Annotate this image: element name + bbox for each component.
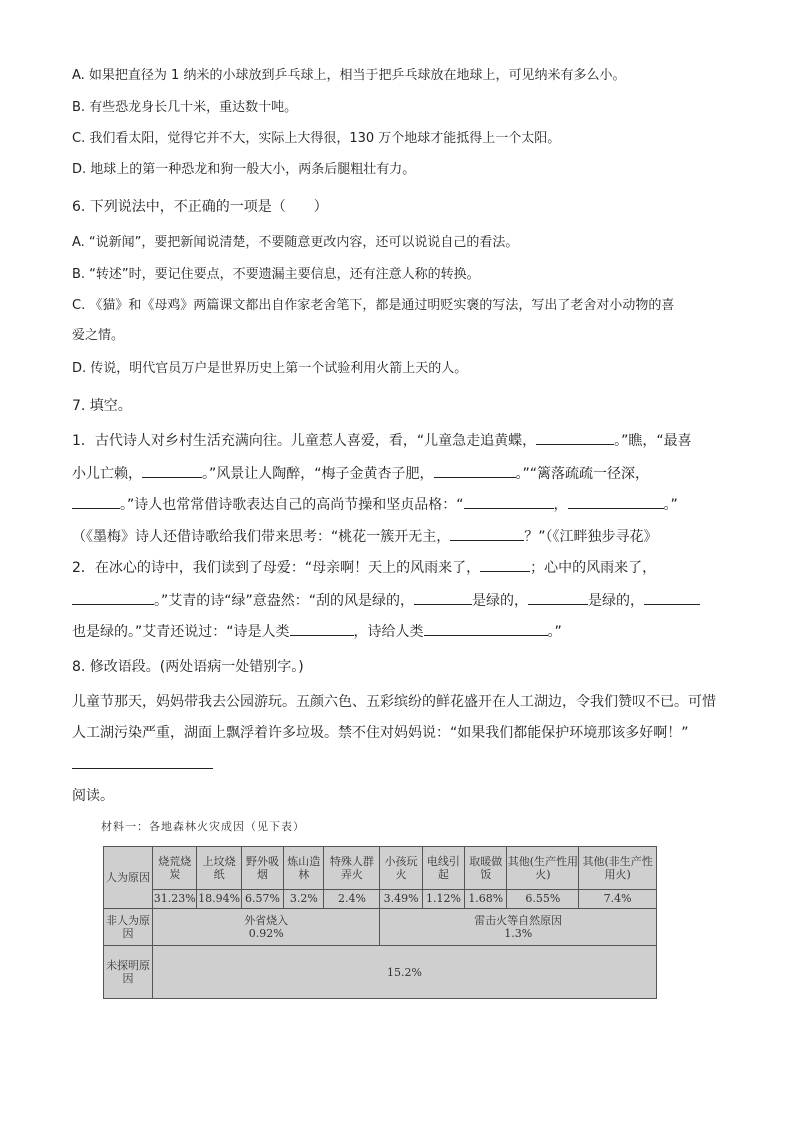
q8-passage-line2: 人工湖污染严重，湖面上飘浮着许多垃圾。禁不住对妈妈说：“如果我们都能保护环境那该多好啊！”: [72, 725, 689, 741]
cause-percent: 3.2%: [284, 889, 324, 908]
cause-header: 烧荒烧炭: [153, 847, 197, 890]
blank[interactable]: [528, 590, 588, 605]
q5-option-a: A. 如果把直径为 1 纳米的小球放到乒乓球上，相当于把乒乓球放在地球上，可见纳米有多么小。: [72, 68, 626, 83]
blank[interactable]: [72, 494, 120, 509]
cause-percent: 6.57%: [241, 889, 283, 908]
cause-header: 电线引起: [422, 847, 464, 890]
nonhuman-value: 0.92%: [248, 926, 284, 940]
cause-percent: 18.94%: [197, 889, 241, 908]
cause-percent: 3.49%: [380, 889, 422, 908]
q6-option-c: C. 《猫》和《母鸡》两篇课文都出自作家老舍笔下，都是通过明贬实褒的写法，写出了老舍对小动物的喜: [72, 298, 675, 313]
q5-option-c: C. 我们看太阳，觉得它并不大，实际上大得很，130 万个地球才能抵得上一个太阳。: [72, 131, 561, 146]
blank[interactable]: [536, 430, 614, 445]
q6-option-b: B. “转述”时，要记住要点，不要遗漏主要信息，还有注意人称的转换。: [72, 267, 480, 282]
q5-option-b: B. 有些恐龙身长几十米，重达数十吨。: [72, 100, 298, 115]
cause-percent: 31.23%: [153, 889, 197, 908]
table-row: [104, 946, 657, 999]
blank[interactable]: [464, 494, 554, 509]
nonhuman-label: 雷击火等自然原因: [474, 913, 563, 927]
q7-title: 7. 填空。: [72, 398, 132, 414]
blank[interactable]: [568, 494, 664, 509]
row-label-unknown: 未探明原因: [104, 946, 153, 999]
cause-percent: 6.55%: [507, 889, 579, 908]
blank[interactable]: [290, 621, 354, 636]
fire-cause-table-photo: [103, 846, 657, 999]
cause-header: 取暖做饭: [465, 847, 507, 890]
q7-p2-line3: 也是绿的。”艾青还说过：“诗是人类 ，诗给人类 。”: [72, 621, 562, 642]
q7-p1-line4: （《墨梅》诗人还借诗歌给我们带来思考：“桃花一簇开无主， ？”（《江畔独步寻花》: [72, 526, 658, 547]
q7-p2-line1: 2．在冰心的诗中，我们读到了母爱：“母亲啊！天上的风雨来了， ；心中的风雨来了，: [72, 557, 656, 578]
q5-option-d: D. 地球上的第一种恐龙和狗一般大小，两条后腿粗壮有力。: [72, 162, 416, 177]
q6-stem: 6. 下列说法中，不正确的一项是（ ）: [72, 199, 328, 215]
q8-answer-line[interactable]: [72, 768, 213, 769]
table-row: [104, 908, 657, 945]
cause-header: 上坟烧纸: [197, 847, 241, 890]
blank[interactable]: [72, 590, 154, 605]
q7-p1-line2: 小儿亡赖， 。”风景让人陶醉，“梅子金黄杏子肥， 。”“篱落疏疏一径深，: [72, 463, 649, 484]
blank[interactable]: [434, 463, 516, 478]
reading-heading: 阅读。: [72, 788, 114, 804]
q8-passage-line1: 儿童节那天，妈妈带我去公园游玩。五颜六色、五彩缤纷的鲜花盛开在人工湖边，令我们赞叹不已。可惜: [72, 694, 716, 710]
q6-option-c-cont: 爱之情。: [72, 328, 125, 343]
cause-percent: 1.68%: [465, 889, 507, 908]
cause-header: 炼山造林: [284, 847, 324, 890]
nonhuman-cell: [153, 908, 380, 945]
nonhuman-value: 1.3%: [504, 926, 533, 940]
nonhuman-label: 外省烧入: [244, 913, 289, 927]
q6-option-a: A. “说新闻”，要把新闻说清楚，不要随意更改内容，还可以说说自己的看法。: [72, 235, 519, 250]
table-row: [104, 889, 657, 908]
q7-p1-line1: 1．古代诗人对乡村生活充满向往。儿童惹人喜爱，看，“儿童急走追黄蝶， 。”瞧，“最喜: [72, 430, 692, 451]
q6-option-d: D. 传说，明代官员万户是世界历史上第一个试验利用火箭上天的人。: [72, 361, 468, 376]
row-label-human: 人为原因: [104, 847, 153, 909]
blank[interactable]: [480, 557, 530, 572]
q7-p1-line3: 。”诗人也常常借诗歌表达自己的高尚节操和坚贞品格：“ ， 。”: [72, 494, 678, 515]
unknown-value: 15.2%: [153, 946, 657, 999]
cause-percent: 1.12%: [422, 889, 464, 908]
cause-percent: 7.4%: [579, 889, 657, 908]
fire-cause-table: [103, 846, 657, 999]
cause-header: 其他(生产性用火): [507, 847, 579, 890]
row-label-nonhuman: 非人为原因: [104, 908, 153, 945]
nonhuman-cell: [380, 908, 657, 945]
blank[interactable]: [414, 590, 472, 605]
cause-header: 特殊人群弄火: [324, 847, 380, 890]
material-caption: 材料一：各地森林火灾成因（见下表）: [101, 820, 305, 833]
q8-title: 8. 修改语段。(两处语病一处错别字。): [72, 659, 304, 675]
blank[interactable]: [450, 526, 524, 541]
blank[interactable]: [424, 621, 548, 636]
blank[interactable]: [644, 590, 700, 605]
table-row: [104, 847, 657, 890]
cause-header: 野外吸烟: [241, 847, 283, 890]
q7-p2-line2: 。”艾青的诗“绿”意盎然：“刮的风是绿的， 是绿的， 是绿的，: [72, 590, 700, 611]
cause-percent: 2.4%: [324, 889, 380, 908]
cause-header: 其他(非生产性用火): [579, 847, 657, 890]
blank[interactable]: [142, 463, 202, 478]
cause-header: 小孩玩火: [380, 847, 422, 890]
